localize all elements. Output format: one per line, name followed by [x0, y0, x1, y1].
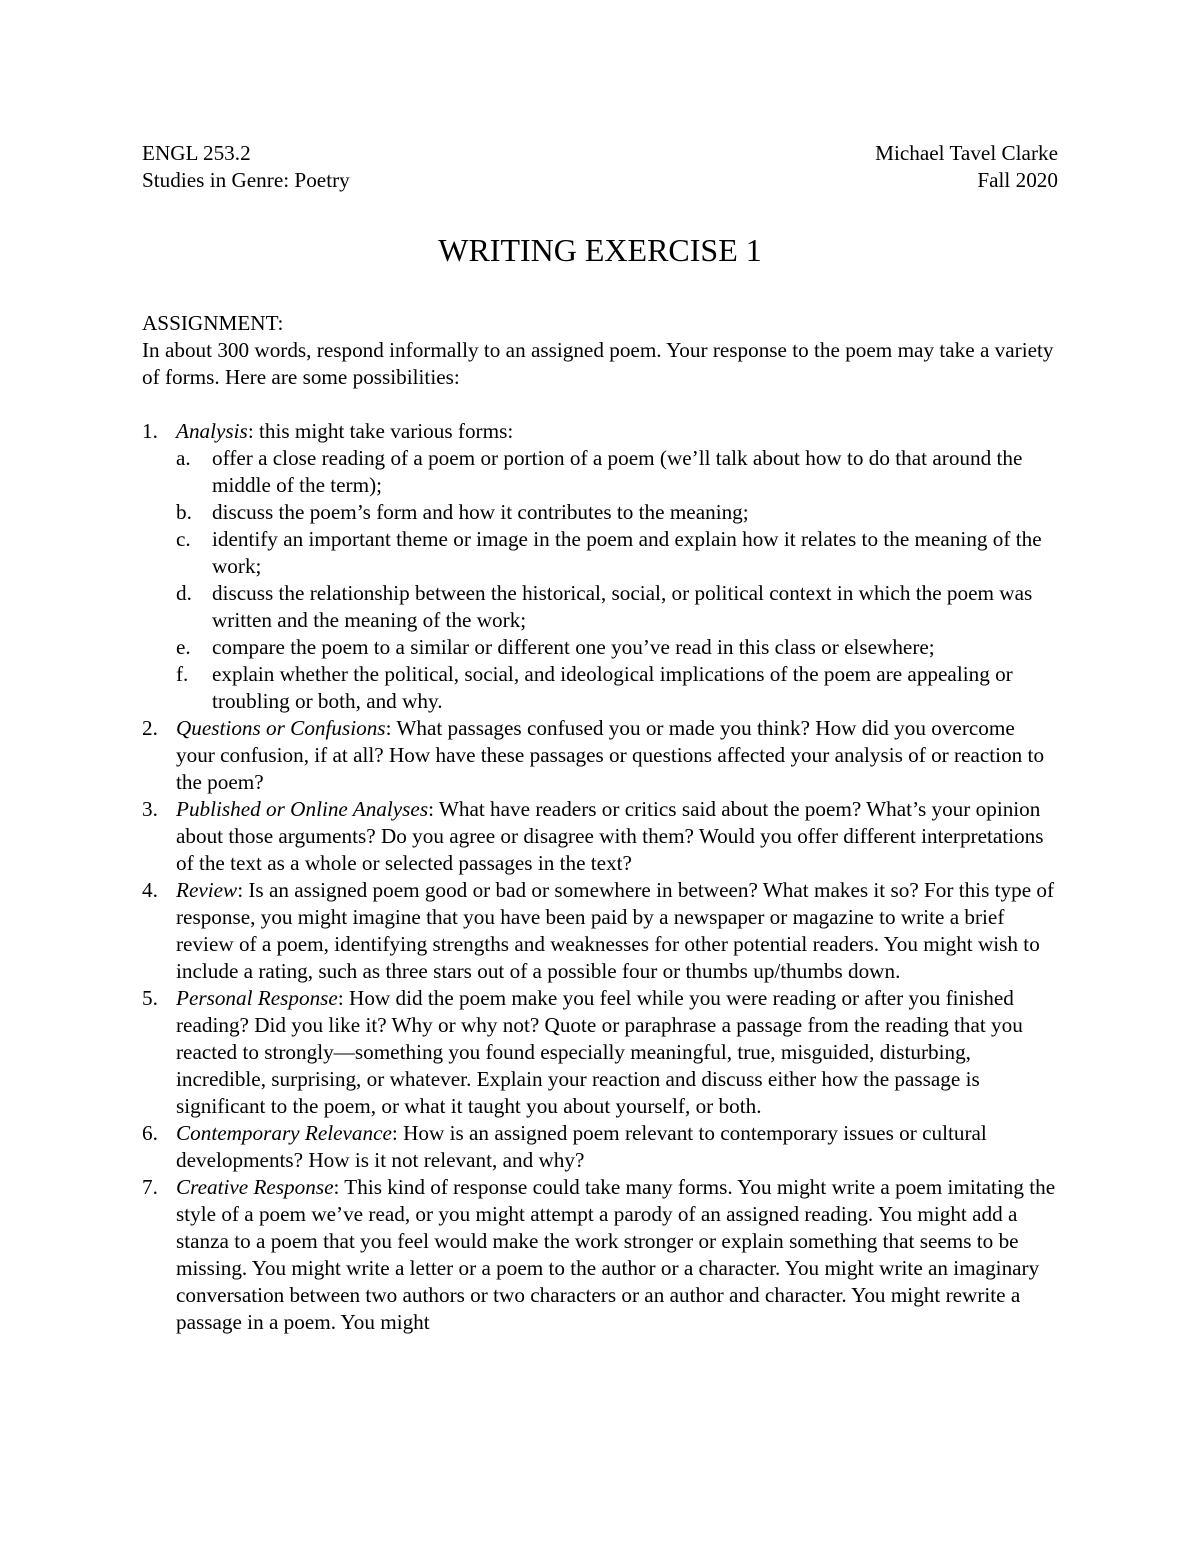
sub-item-letter: f. [176, 662, 189, 686]
list-item [142, 715, 1058, 796]
sub-item-text: explain whether the political, social, and ideological implications of the poem are appealing or troubling or both, and why. [212, 662, 1013, 713]
document-title: WRITING EXERCISE 1 [438, 232, 762, 268]
item-number: 3. [142, 797, 158, 821]
item-number: 4. [142, 878, 158, 902]
item-term: Review [176, 878, 238, 902]
term: Fall 2020 [977, 168, 1058, 192]
assignment-intro [142, 310, 1058, 391]
header-row-1 [142, 140, 1058, 167]
item-text: : Is an assigned poem good or bad or somewhere in between? What makes it so? For this type of response, you might imagine that you have been paid by a newspaper or magazine to write a brief review of a poem, identifying strengths and weaknesses for other potential readers. You might wish to include a rating, such as three stars out of a possible four or thumbs up/thumbs down. [176, 878, 1055, 983]
sub-item-letter: c. [176, 527, 191, 551]
list-item [142, 796, 1058, 877]
sub-item [176, 445, 1058, 499]
item-number: 5. [142, 986, 158, 1010]
sub-item-text: discuss the poem’s form and how it contributes to the meaning; [212, 500, 749, 524]
item-term: Questions or Confusions [176, 716, 386, 740]
sub-item [176, 499, 1058, 526]
sub-item [176, 526, 1058, 580]
list-item [142, 1120, 1058, 1174]
item-term: Personal Response [176, 986, 338, 1010]
course-code: ENGL 253.2 [142, 141, 251, 165]
sub-item-text: offer a close reading of a poem or portion of a poem (we’ll talk about how to do that around the middle of the term); [212, 446, 1023, 497]
header-row-2 [142, 167, 1058, 194]
item-term: Published or Online Analyses [176, 797, 429, 821]
sub-item-text: compare the poem to a similar or different one you’ve read in this class or elsewhere; [212, 635, 935, 659]
list-item [142, 985, 1058, 1120]
sub-item-letter: b. [176, 500, 192, 524]
item-number: 1. [142, 419, 158, 443]
sub-item-letter: d. [176, 581, 192, 605]
list-item [142, 418, 1058, 715]
sub-item-text: identify an important theme or image in the poem and explain how it relates to the meaning of the work; [212, 527, 1042, 578]
item-text: : What passages confused you or made you think? How did you overcome your confusion, if at all? How have these passages or questions affected your analysis of or reaction to the poem? [176, 716, 1045, 794]
list-item [142, 877, 1058, 985]
sub-item [176, 661, 1058, 715]
item-text: : What have readers or critics said about the poem? What’s your opinion about those arguments? Do you agree or disagree with them? Would you offer different interpretations of the text as a whole or selected passages in the text? [176, 797, 1044, 875]
item-number: 6. [142, 1121, 158, 1145]
item-text: : How did the poem make you feel while you were reading or after you finished reading? Did you like it? Why or why not? Quote or paraphrase a passage from the reading that you reacted to strongly—something you found especially meaningful, true, misguided, disturbing, incredible, surprising, or whatever. Explain your reaction and discuss either how the passage is significant to the poem, or what it taught you about yourself, or both. [176, 986, 1023, 1118]
item-text: : This kind of response could take many forms. You might write a poem imitating the style of a poem we’ve read, or you might attempt a parody of an assigned reading. You might add a stanza to a poem that you feel would make the work stronger or explain something that seems to be missing. You might write a letter or a poem to the author or a character. You might write an imaginary conversation between two authors or two characters or an author and character. You might rewrite a passage in a poem. You might [176, 1175, 1056, 1334]
possibilities-list [142, 418, 1058, 1336]
sub-item-letter: e. [176, 635, 191, 659]
item-number: 7. [142, 1175, 158, 1199]
item-term: Analysis [176, 419, 248, 443]
course-name: Studies in Genre: Poetry [142, 168, 350, 192]
instructor-name: Michael Tavel Clarke [875, 141, 1058, 165]
item-number: 2. [142, 716, 158, 740]
item-text: : How is an assigned poem relevant to contemporary issues or cultural developments? How is it not relevant, and why? [176, 1121, 987, 1172]
item-term: Creative Response [176, 1175, 334, 1199]
sub-item-text: discuss the relationship between the historical, social, or political context in which the poem was written and the meaning of the work; [212, 581, 1033, 632]
sub-item-letter: a. [176, 446, 191, 470]
assignment-label: ASSIGNMENT: [142, 311, 284, 335]
assignment-text: In about 300 words, respond informally to an assigned poem. Your response to the poem may take a variety of forms. Here are some possibilities: [142, 338, 1054, 389]
item-term: Contemporary Relevance [176, 1121, 392, 1145]
sub-item [176, 634, 1058, 661]
item-text: : this might take various forms: [247, 419, 514, 443]
list-item [142, 1174, 1058, 1336]
sub-item [176, 580, 1058, 634]
